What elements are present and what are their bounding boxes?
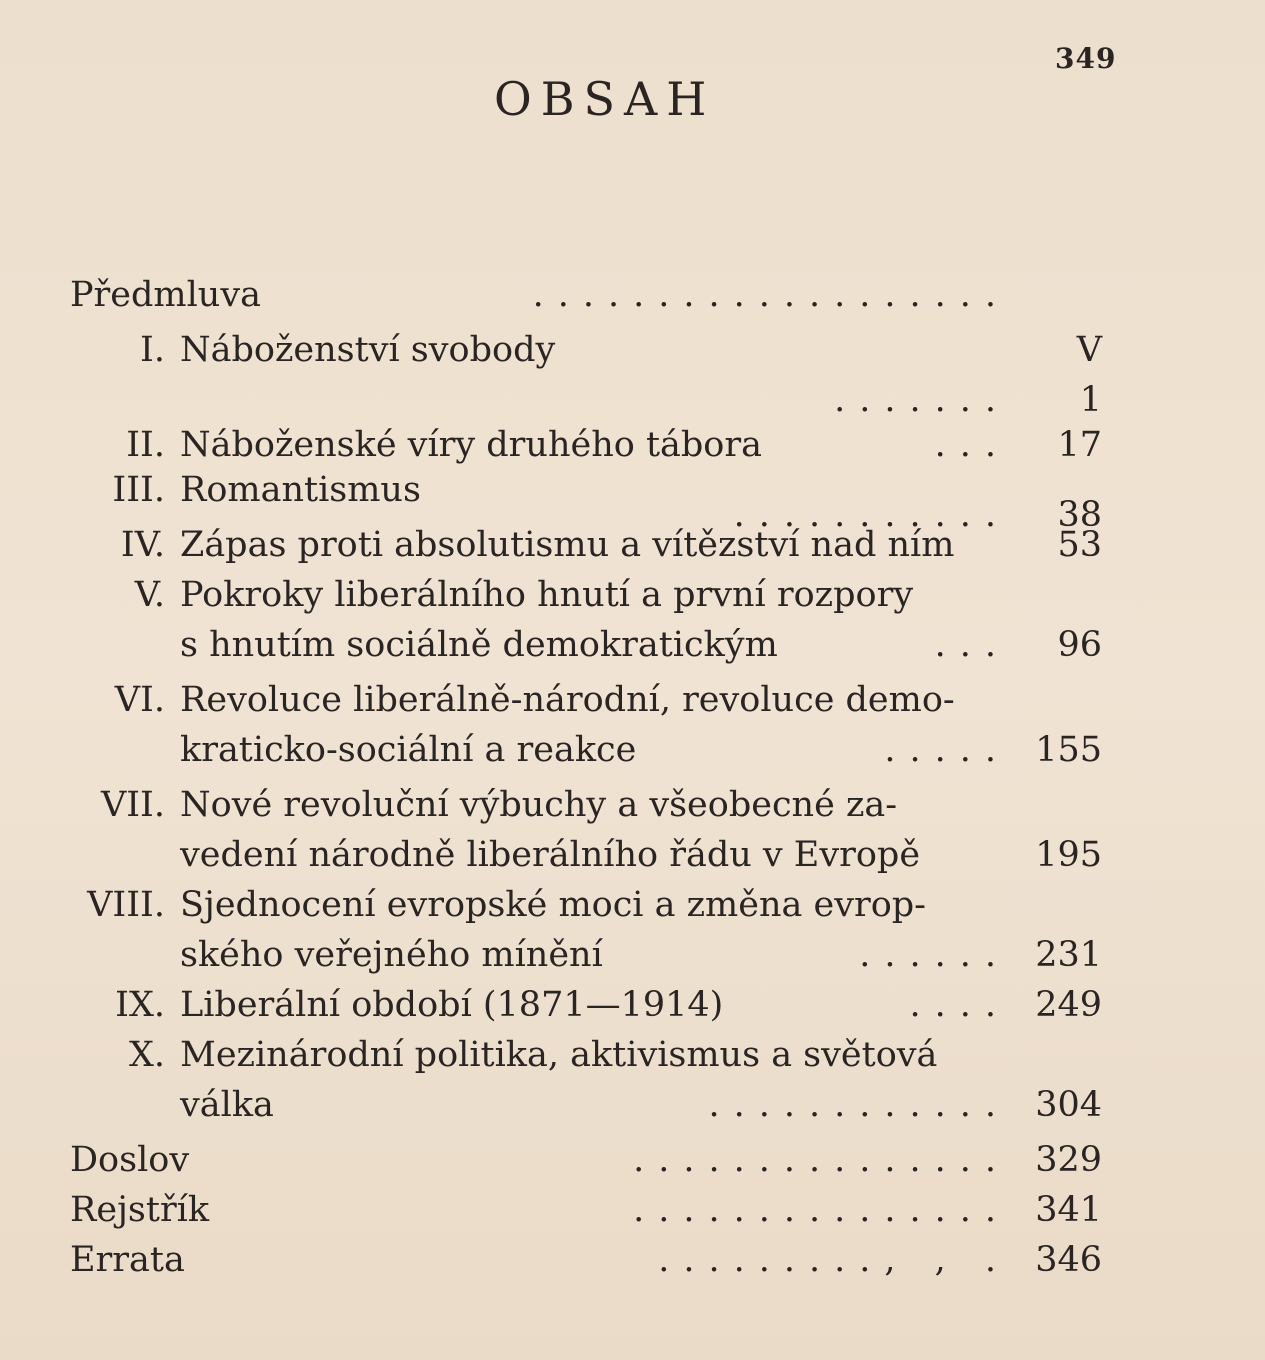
page-title: OBSAH xyxy=(494,72,716,126)
page-reference: 304 xyxy=(1035,1085,1102,1125)
toc-entry xyxy=(70,375,1110,425)
toc-entry xyxy=(70,620,1110,670)
toc-entry xyxy=(70,325,1110,375)
toc-entry xyxy=(70,1185,1110,1235)
toc-entry xyxy=(70,980,1110,1030)
entry-title: Liberální období (1871—1914) xyxy=(180,985,724,1025)
page-reference: 231 xyxy=(1035,935,1102,975)
entry-title: Doslov xyxy=(70,1140,190,1180)
leader-dots: ................... xyxy=(532,275,1010,315)
entry-title: Náboženské víry druhého tábora xyxy=(180,425,762,465)
leader-dots: ............... xyxy=(633,1190,1010,1230)
toc-entry xyxy=(70,725,1110,775)
page-reference: 155 xyxy=(1035,730,1102,770)
chapter-number: IX. xyxy=(115,985,165,1025)
entry-title: Romantismus xyxy=(180,470,421,510)
page-reference: 346 xyxy=(1035,1240,1102,1280)
chapter-number: IV. xyxy=(120,525,165,565)
entry-title: Náboženství svobody xyxy=(180,330,556,370)
entry-title: Errata xyxy=(70,1240,185,1280)
entry-title: Revoluce liberálně-národní, revoluce demo- xyxy=(180,680,955,720)
chapter-number: III. xyxy=(112,470,165,510)
toc-entry xyxy=(70,270,1110,320)
entry-title: Rejstřík xyxy=(70,1190,210,1230)
page-reference: 17 xyxy=(1057,425,1102,465)
entry-title: Zápas proti absolutismu a vítězství nad ním xyxy=(180,525,955,565)
chapter-number: II. xyxy=(126,425,165,465)
toc-entry xyxy=(70,1135,1110,1185)
entry-title: kraticko-sociální a reakce xyxy=(180,730,637,770)
page-reference: 53 xyxy=(1057,525,1102,565)
leader-dots: .... xyxy=(909,985,1010,1025)
page-reference: V xyxy=(1076,330,1102,370)
chapter-number: V. xyxy=(134,575,165,615)
entry-title: Sjednocení evropské moci a změna evrop- xyxy=(180,885,927,925)
leader-dots: ..... xyxy=(884,730,1010,770)
leader-dots: ... xyxy=(934,425,1010,465)
toc-entry xyxy=(70,1235,1110,1285)
entry-title: Předmluva xyxy=(70,275,261,315)
chapter-number: VII. xyxy=(100,785,165,825)
entry-title: ského veřejného mínění xyxy=(180,935,603,975)
leader-dots: ........... xyxy=(733,495,1010,535)
toc-entry xyxy=(70,1030,1110,1080)
page-reference: 38 xyxy=(1057,495,1102,535)
toc-entry xyxy=(70,675,1110,725)
entry-title: Nové revoluční výbuchy a všeobecné za- xyxy=(180,785,898,825)
chapter-number: X. xyxy=(128,1035,165,1075)
leader-dots: ............... xyxy=(633,1140,1010,1180)
page-reference: 249 xyxy=(1035,985,1102,1025)
chapter-number: VI. xyxy=(114,680,165,720)
toc-entry xyxy=(70,1080,1110,1130)
leader-dots: ............ xyxy=(708,1085,1010,1125)
leader-dots: ........., , . xyxy=(658,1240,1010,1280)
leader-dots: ... xyxy=(934,625,1010,665)
toc-entry xyxy=(70,830,1110,880)
entry-title: Pokroky liberálního hnutí a první rozpory xyxy=(180,575,914,615)
toc-entry xyxy=(70,570,1110,620)
page-reference: 341 xyxy=(1035,1190,1102,1230)
chapter-number: I. xyxy=(140,330,165,370)
toc-entry xyxy=(70,420,1110,470)
page-reference: 1 xyxy=(1079,380,1102,420)
page-reference: 329 xyxy=(1035,1140,1102,1180)
entry-title: vedení národně liberálního řádu v Evropě xyxy=(180,835,921,875)
toc-entry xyxy=(70,780,1110,830)
leader-dots: ....... xyxy=(834,380,1010,420)
toc-entry xyxy=(70,520,1110,570)
chapter-number: VIII. xyxy=(87,885,165,925)
entry-title: s hnutím sociálně demokratickým xyxy=(180,625,778,665)
leader-dots: ...... xyxy=(859,935,1010,975)
page-reference: 195 xyxy=(1035,835,1102,875)
page-number: 349 xyxy=(1055,42,1117,75)
entry-title: Mezinárodní politika, aktivismus a světová xyxy=(180,1035,938,1075)
page-reference: 96 xyxy=(1057,625,1102,665)
toc-entry xyxy=(70,880,1110,930)
toc-entry xyxy=(70,930,1110,980)
entry-title: válka xyxy=(180,1085,274,1125)
